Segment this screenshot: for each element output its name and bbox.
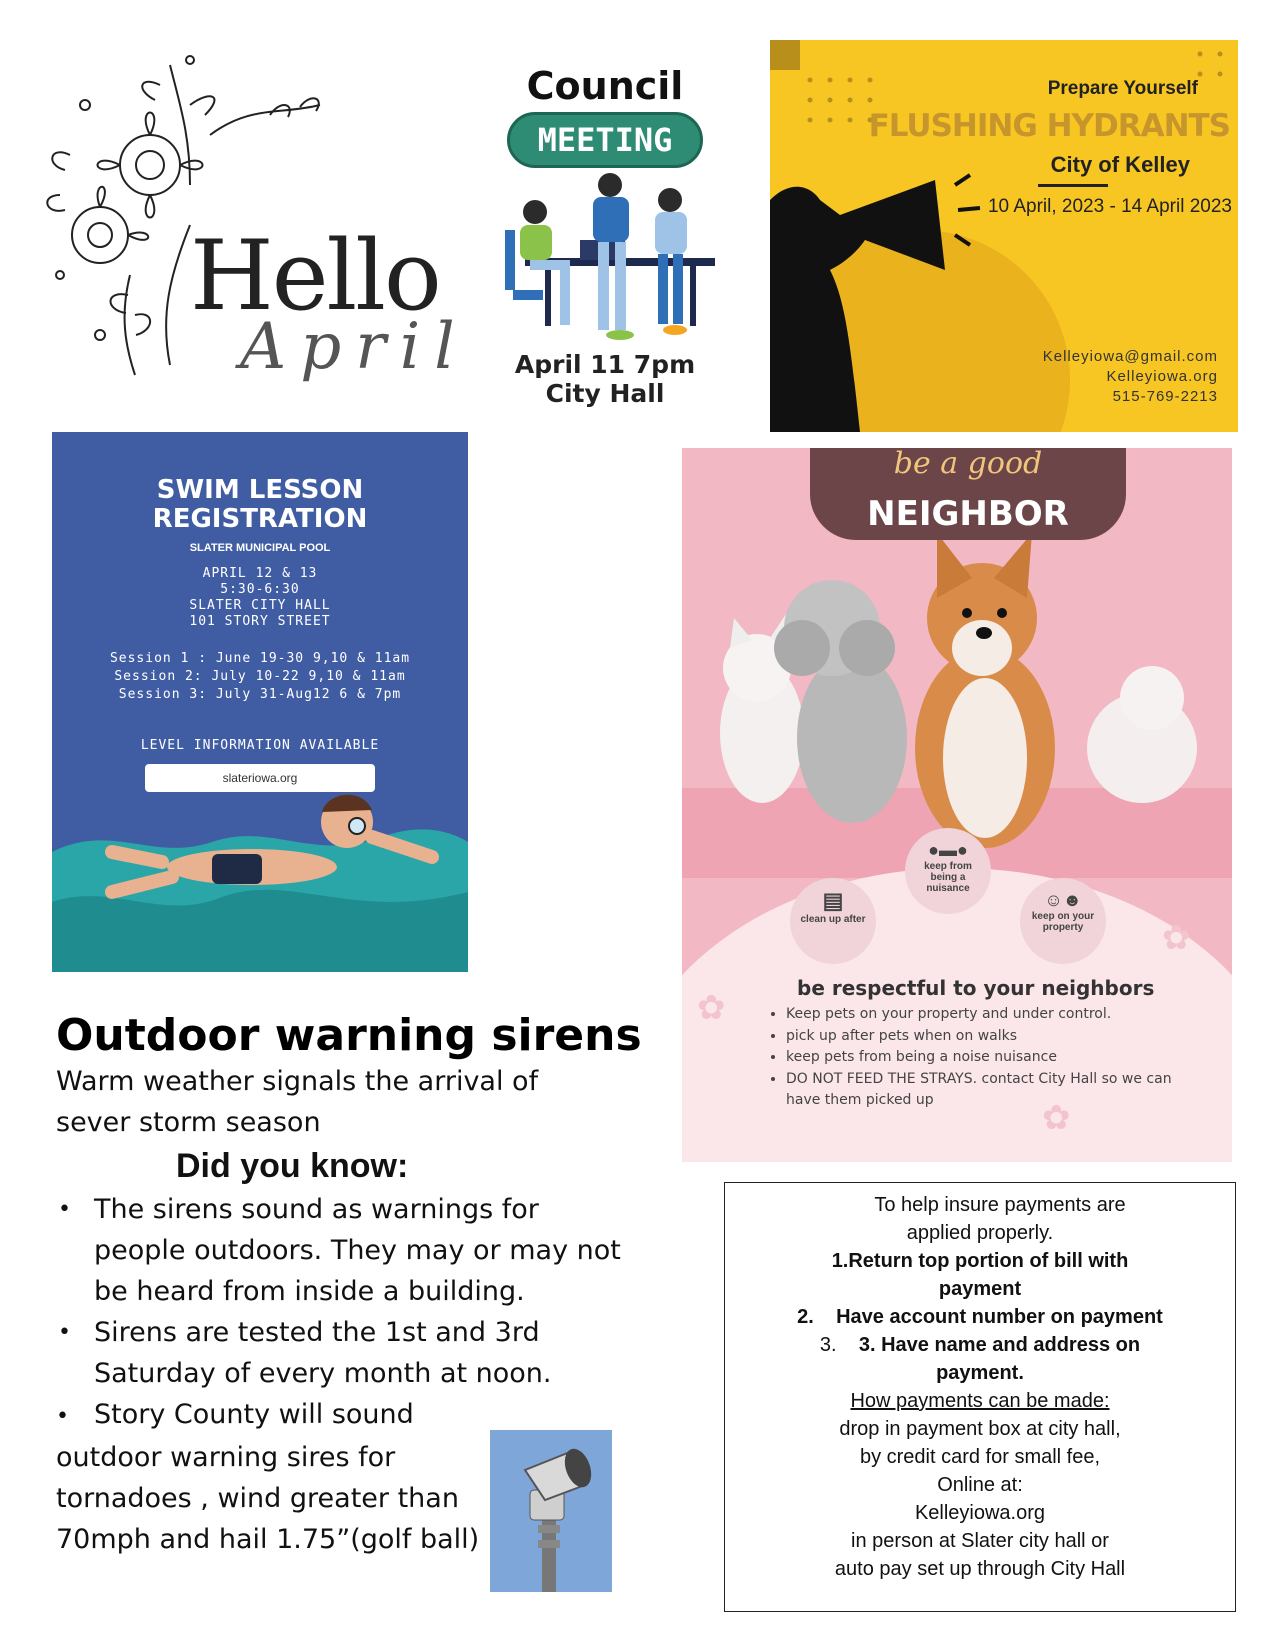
nuisance-label: keep from being a nuisance: [924, 861, 972, 894]
pay-step-1b: payment: [938, 1278, 1022, 1300]
neighbor-heading: be respectful to your neighbors: [797, 976, 1155, 1000]
property-badge: [1020, 878, 1106, 964]
hello-text: Hello: [190, 220, 440, 332]
flush-title: FLUSHING HYDRANTS: [868, 108, 1230, 144]
april-text: April: [240, 310, 469, 384]
pay-method: auto pay set up through City Hall: [834, 1558, 1126, 1580]
swim-title: [52, 476, 468, 534]
clean-up-badge: [790, 878, 876, 964]
pay-method[interactable]: Kelleyiowa.org: [914, 1502, 1046, 1524]
meeting-place: City Hall: [545, 379, 665, 408]
nuisance-badge: [905, 828, 991, 914]
pay-step-2: [725, 1303, 1235, 1331]
swim-session: Session 1 : June 19-30 9,10 & 11am: [109, 651, 411, 666]
meeting-people-icon: [485, 170, 725, 350]
pay-intro-1: To help insure payments are: [874, 1194, 1126, 1216]
did-you-know-heading: Did you know:: [176, 1147, 409, 1185]
council-title: Council: [526, 64, 684, 108]
sirens-intro: Warm weather signals the arrival of sever storm season: [56, 1066, 539, 1138]
bullet-icon: •: [56, 1404, 69, 1429]
pay-method: by credit card for small fee,: [859, 1446, 1101, 1468]
pay-step-2-num: 2.: [797, 1306, 814, 1328]
list-item: • DO NOT FEED THE STRAYS. contact City Hall so we can have them picked up: [786, 1069, 1206, 1112]
flushing-hydrants-flyer: [770, 40, 1238, 432]
swim-detail: APRIL 12 & 13: [202, 566, 318, 581]
list-item: • Sirens are tested the 1st and 3rd Saturday of every month at noon.: [56, 1312, 594, 1394]
flush-website: Kelleyiowa.org: [1106, 368, 1218, 385]
swim-detail: 101 STORY STREET: [189, 614, 331, 629]
hello-april-graphic: [40, 45, 469, 385]
pay-step-1: 1.Return top portion of bill with: [831, 1250, 1129, 1272]
list-item-text: Story County will sound outdoor warning sires for tornadoes , wind greater than 70mph and hail 1.75”(golf ball): [56, 1399, 480, 1555]
swim-session: Session 2: July 10-22 9,10 & 11am: [114, 669, 406, 684]
swim-level-info: LEVEL INFORMATION AVAILABLE: [140, 738, 380, 753]
pay-intro-2: applied properly.: [906, 1222, 1054, 1244]
swim-details: [52, 566, 468, 630]
swim-lesson-flyer: [52, 432, 468, 972]
neighbor-title: NEIGHBOR: [867, 494, 1069, 534]
list-item: • pick up after pets when on walks: [786, 1026, 1206, 1048]
siren-photo: [490, 1430, 612, 1592]
pay-step-3: [725, 1331, 1235, 1359]
swim-subtitle: SLATER MUNICIPAL POOL: [189, 542, 331, 554]
bowl-icon: ▤: [822, 888, 844, 913]
swim-detail: SLATER CITY HALL: [189, 598, 331, 613]
swim-title-line2: REGISTRATION: [152, 504, 368, 534]
flush-kicker: Prepare Yourself: [1047, 78, 1198, 99]
flush-phone: 515-769-2213: [1112, 388, 1218, 405]
swim-title-line1: SWIM LESSON: [156, 475, 364, 505]
clean-up-label: clean up after: [800, 914, 866, 925]
good-neighbor-flyer: [682, 448, 1232, 1162]
paw-icon: ✿: [1162, 919, 1191, 957]
flush-city: City of Kelley: [1050, 152, 1190, 177]
pay-step-3-text: 3. Have name and address on: [858, 1334, 1141, 1356]
list-item: • keep pets from being a noise nuisance: [786, 1047, 1206, 1069]
flush-email: Kelleyiowa@gmail.com: [1042, 348, 1218, 365]
pay-how-heading: How payments can be made:: [850, 1390, 1110, 1412]
swim-sessions: [52, 650, 468, 704]
pay-method: drop in payment box at city hall,: [839, 1418, 1121, 1440]
pay-step-2-text: Have account number on payment: [836, 1306, 1163, 1328]
pets-icon: ☺☻: [1044, 890, 1082, 910]
swimmer-icon: [52, 782, 468, 972]
council-meeting-graphic: [480, 60, 730, 420]
swim-session: Session 3: July 31-Aug12 6 & 7pm: [118, 687, 402, 702]
list-item: • The sirens sound as warnings for people outdoors. They may or may not be heard from inside a building.: [56, 1189, 634, 1312]
pay-method: Online at:: [937, 1474, 1023, 1496]
neighbor-rules-list: [768, 1004, 1206, 1112]
meeting-badge: MEETING: [507, 112, 704, 168]
payments-box: [724, 1182, 1236, 1612]
siren-icon: [490, 1430, 612, 1592]
pay-step-3b: payment.: [936, 1362, 1024, 1384]
flush-divider: [1038, 184, 1108, 187]
swim-link[interactable]: slateriowa.org: [145, 764, 375, 792]
paw-icon: ✿: [1042, 1099, 1071, 1137]
flush-dates: 10 April, 2023 - 14 April 2023: [987, 196, 1232, 217]
list-item: [56, 1394, 496, 1560]
neighbor-header: [810, 448, 1126, 540]
neighbor-kicker: be a good: [893, 448, 1043, 481]
property-label: keep on your property: [1031, 911, 1095, 933]
meeting-date: April 11 7pm: [514, 350, 696, 379]
swim-detail: 5:30-6:30: [220, 582, 300, 597]
bone-icon: ●▬●: [928, 840, 968, 860]
pay-step-3-num: 3.: [819, 1334, 837, 1356]
list-item: • Keep pets on your property and under control.: [786, 1004, 1206, 1026]
pay-method: in person at Slater city hall or: [851, 1530, 1109, 1552]
paw-icon: ✿: [697, 989, 726, 1027]
sirens-heading: Outdoor warning sirens: [56, 1010, 642, 1061]
